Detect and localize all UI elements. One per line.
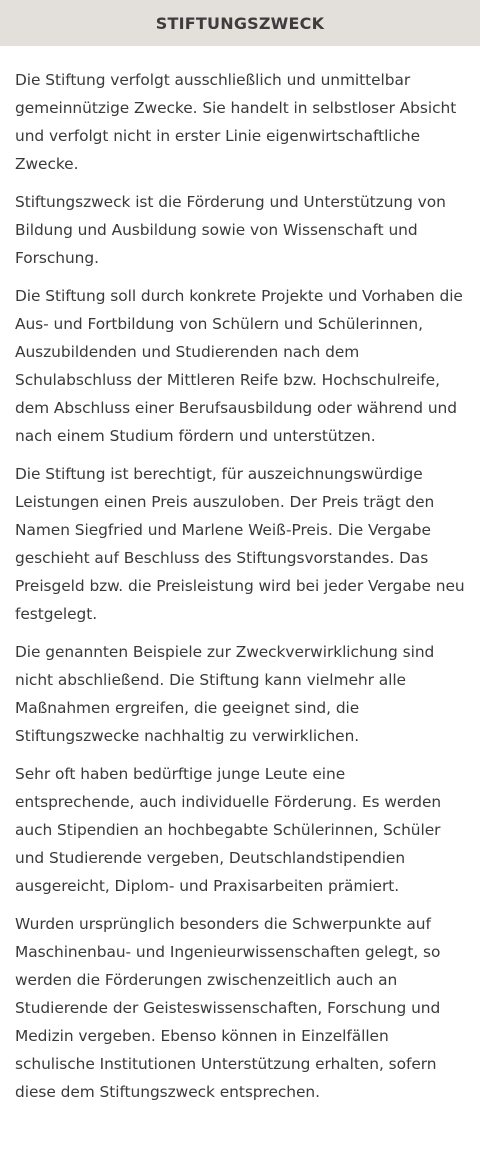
paragraph-examples: Die genannten Beispiele zur Zweckverwirklichung sind nicht abschließend. Die Stiftung kann vielmehr alle Maßnahmen ergreifen, die geeignet sind, die Stiftungszwecke nachhaltig zu verwirklichen. xyxy=(15,643,435,745)
paragraph-foundation-goal: Stiftungszweck ist die Förderung und Unterstützung von Bildung und Ausbildung sowie von Wissenschaft und Forschung. xyxy=(15,193,446,267)
section-content xyxy=(0,46,480,1106)
paragraph-purpose: Die Stiftung verfolgt ausschließlich und unmittelbar gemeinnützige Zwecke. Sie handelt in selbstloser Absicht und verfolgt nicht in erster Linie eigenwirtschaftliche Zwecke. xyxy=(15,71,457,173)
section-header xyxy=(0,0,480,46)
paragraph-award: Die Stiftung ist berechtigt, für auszeichnungswürdige Leistungen einen Preis auszuloben. Der Preis trägt den Namen Siegfried und Marlene Weiß-Preis. Die Vergabe geschieht auf Beschluss des Stiftungsvorstandes. Das Preisgeld bzw. die Preisleistung wird bei jeder Vergabe neu festgelegt. xyxy=(15,465,465,623)
section-title: STIFTUNGSZWECK xyxy=(155,13,325,33)
paragraph-focus-areas: Wurden ursprünglich besonders die Schwerpunkte auf Maschinenbau- und Ingenieurwissenschaften gelegt, so werden die Förderungen zwischenzeitlich auch an Studierende der Geisteswissenschaften, Forschung und Medizin vergeben. Ebenso können in Einzelfällen schulische Institutionen Unterstützung erhalten, sofern diese dem Stiftungszweck entsprechen. xyxy=(15,915,441,1101)
paragraph-projects: Die Stiftung soll durch konkrete Projekte und Vorhaben die Aus- und Fortbildung von Schülern und Schülerinnen, Auszubildenden und Studierenden nach dem Schulabschluss der Mittleren Reife bzw. Hochschulreife, dem Abschluss einer Berufsausbildung oder während und nach einem Studium fördern und unterstützen. xyxy=(15,287,463,445)
paragraph-scholarships: Sehr oft haben bedürftige junge Leute eine entsprechende, auch individuelle Förderung. Es werden auch Stipendien an hochbegabte Schülerinnen, Schüler und Studierende vergeben, Deutschlandstipendien ausgereicht, Diplom- und Praxisarbeiten prämiert. xyxy=(15,765,442,895)
